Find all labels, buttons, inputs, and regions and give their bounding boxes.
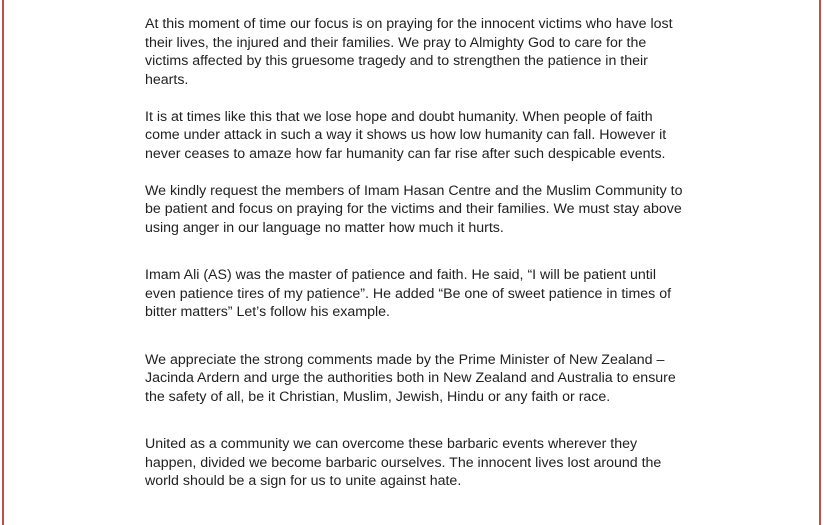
paragraph-request: We kindly request the members of Imam Hasan Centre and the Muslim Community to be patient and focus on praying for the victims and their families. We must stay above using anger in our language no matter how much it hurts. bbox=[145, 182, 683, 236]
paragraph-humanity: It is at times like this that we lose hope and doubt humanity. When people of faith come under attack in such a way it shows us how low humanity can fall. However it never ceases to amaze how far humanity can far rise after such despicable events. bbox=[145, 108, 667, 162]
paragraph-unity: United as a community we can overcome these barbaric events wherever they happen, divided we become barbaric ourselves. The innocent lives lost around the world should be a sign for us to unite against hate. bbox=[145, 436, 662, 489]
paragraph-prayer: At this moment of time our focus is on praying for the innocent victims who have lost their lives, the injured and their families. We pray to Almighty God to care for the victims affected by this gruesome tragedy and to strengthen the patience in their hearts. bbox=[145, 16, 673, 88]
document-body bbox=[145, 15, 685, 520]
page-border-right bbox=[819, 0, 821, 525]
paragraph-prime-minister: We appreciate the strong comments made by the Prime Minister of New Zealand – Jacinda Ardern and urge the authorities both in New Zealand and Australia to ensure the safety of all, be it Christian, Muslim, Jewish, Hindu or any faith or race. bbox=[145, 351, 676, 405]
page-border-left bbox=[2, 0, 4, 525]
paragraph-imam-ali: Imam Ali (AS) was the master of patience and faith. He said, “I will be patient until even patience tires of my patience”. He added “Be one of sweet patience in times of bitter matters” Let’s follow his example. bbox=[145, 267, 672, 320]
